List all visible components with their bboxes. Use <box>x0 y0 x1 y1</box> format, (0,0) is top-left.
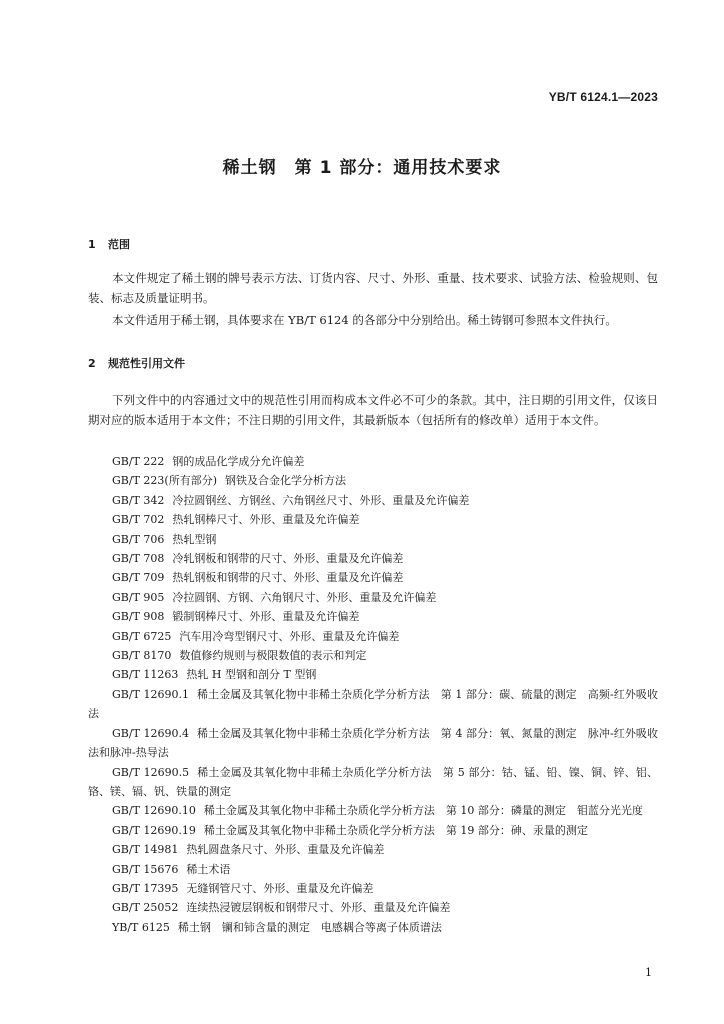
reference-title: 热轧型钢 <box>172 532 217 546</box>
reference-code: YB/T 6125 <box>112 920 170 934</box>
reference-item <box>88 568 658 587</box>
reference-item <box>88 646 658 665</box>
reference-code: GB/T 25052 <box>112 901 179 915</box>
reference-item <box>88 607 658 626</box>
reference-title: 稀土金属及其氧化物中非稀土杂质化学分析方法 第 4 部分：氧、氮量的测定 脉冲-红外吸收法和脉冲-热导法 <box>88 726 658 760</box>
section-number: 2 <box>88 357 96 370</box>
reference-item <box>88 588 658 607</box>
section-title: 规范性引用文件 <box>108 357 185 370</box>
section-1-heading <box>88 236 130 252</box>
scope-paragraph-2: 本文件适用于稀土钢，具体要求在 YB/T 6124 的各部分中分别给出。稀土铸钢可参照本文件执行。 <box>112 313 617 327</box>
reference-item <box>88 918 658 937</box>
reference-title: 连续热浸镀层钢板和钢带尺寸、外形、重量及允许偏差 <box>186 901 451 915</box>
reference-item <box>88 471 658 490</box>
reference-title: 冷拉圆钢丝、方钢丝、六角钢丝尺寸、外形、重量及允许偏差 <box>172 493 470 507</box>
reference-code: GB/T 11263 <box>112 668 179 682</box>
reference-item <box>88 801 658 820</box>
reference-code: GB/T 15676 <box>112 862 179 876</box>
reference-code: GB/T 223(所有部分) <box>112 474 217 488</box>
references-intro: 下列文件中的内容通过文中的规范性引用而构成本文件必不可少的条款。其中，注日期的引用文件，仅该日期对应的版本适用于本文件；不注日期的引用文件，其最新版本（包括所有的修改单）适用于本文件。 <box>88 393 658 427</box>
reference-title: 稀土金属及其氧化物中非稀土杂质化学分析方法 第 1 部分：碳、硫量的测定 高频-红外吸收法 <box>88 687 658 721</box>
reference-code: GB/T 12690.10 <box>112 804 196 818</box>
reference-item <box>88 898 658 917</box>
reference-title: 热轧 H 型钢和剖分 T 型钢 <box>186 668 317 682</box>
reference-title: 汽车用冷弯型钢尺寸、外形、重量及允许偏差 <box>179 629 400 643</box>
reference-item <box>88 840 658 859</box>
reference-title: 冷轧钢板和钢带的尺寸、外形、重量及允许偏差 <box>172 552 404 566</box>
reference-item <box>88 549 658 568</box>
reference-title: 稀土金属及其氧化物中非稀土杂质化学分析方法 第 19 部分：砷、汞量的测定 <box>203 823 588 837</box>
reference-title: 稀土术语 <box>186 862 231 876</box>
reference-item <box>88 821 658 840</box>
reference-code: GB/T 905 <box>112 590 165 604</box>
reference-code: GB/T 17395 <box>112 881 179 895</box>
reference-item <box>88 685 658 724</box>
page-number: 1 <box>645 966 652 979</box>
reference-title: 热轧钢棒尺寸、外形、重量及允许偏差 <box>172 513 360 527</box>
reference-code: GB/T 342 <box>112 493 165 507</box>
scope-paragraph-1: 本文件规定了稀土钢的牌号表示方法、订货内容、尺寸、外形、重量、技术要求、试验方法、检验规则、包装、标志及质量证明书。 <box>88 271 658 305</box>
reference-code: GB/T 14981 <box>112 843 179 857</box>
reference-code: GB/T 12690.19 <box>112 823 196 837</box>
reference-code: GB/T 222 <box>112 455 165 468</box>
reference-code: GB/T 8170 <box>112 649 172 663</box>
reference-title: 钢铁及合金化学分析方法 <box>225 474 346 488</box>
reference-title: 热轧圆盘条尺寸、外形、重量及允许偏差 <box>186 843 385 857</box>
reference-title: 热轧钢板和钢带的尺寸、外形、重量及允许偏差 <box>172 571 404 585</box>
reference-item <box>88 879 658 898</box>
reference-title: 钢的成品化学成分允许偏差 <box>172 455 305 468</box>
reference-code: GB/T 702 <box>112 513 165 527</box>
document-title: 稀土钢 第 1 部分：通用技术要求 <box>222 158 502 178</box>
reference-item <box>88 510 658 529</box>
reference-code: GB/T 6725 <box>112 629 172 643</box>
reference-item <box>88 627 658 646</box>
reference-item <box>88 530 658 549</box>
section-title: 范围 <box>108 238 130 251</box>
reference-item <box>88 724 658 763</box>
reference-code: GB/T 709 <box>112 571 165 585</box>
reference-title: 稀土金属及其氧化物中非稀土杂质化学分析方法 第 5 部分：钴、锰、铅、镍、铜、锌、铝、铬、镁、镉、钒、铁量的测定 <box>88 765 658 798</box>
reference-code: GB/T 12690.4 <box>112 726 189 740</box>
reference-list <box>88 452 658 937</box>
reference-code: GB/T 706 <box>112 532 165 546</box>
reference-title: 稀土金属及其氧化物中非稀土杂质化学分析方法 第 10 部分：磷量的测定 钼蓝分光光度 <box>203 804 643 818</box>
standard-code: YB/T 6124.1—2023 <box>548 90 658 104</box>
reference-item <box>88 452 658 471</box>
reference-code: GB/T 12690.5 <box>112 765 190 779</box>
section-2-heading <box>88 355 185 371</box>
reference-title: 数值修约规则与极限数值的表示和判定 <box>179 649 367 663</box>
section-number: 1 <box>88 238 96 251</box>
reference-title: 锻制钢棒尺寸、外形、重量及允许偏差 <box>172 610 360 624</box>
reference-title: 稀土钢 镧和铈含量的测定 电感耦合等离子体质谱法 <box>177 920 442 934</box>
reference-item <box>88 491 658 510</box>
reference-code: GB/T 12690.1 <box>112 687 189 701</box>
reference-title: 冷拉圆钢、方钢、六角钢尺寸、外形、重量及允许偏差 <box>172 590 437 604</box>
reference-title: 无缝钢管尺寸、外形、重量及允许偏差 <box>186 881 374 895</box>
reference-item <box>88 763 658 802</box>
reference-code: GB/T 708 <box>112 552 165 566</box>
reference-code: GB/T 908 <box>112 610 165 624</box>
reference-item <box>88 860 658 879</box>
reference-item <box>88 665 658 684</box>
